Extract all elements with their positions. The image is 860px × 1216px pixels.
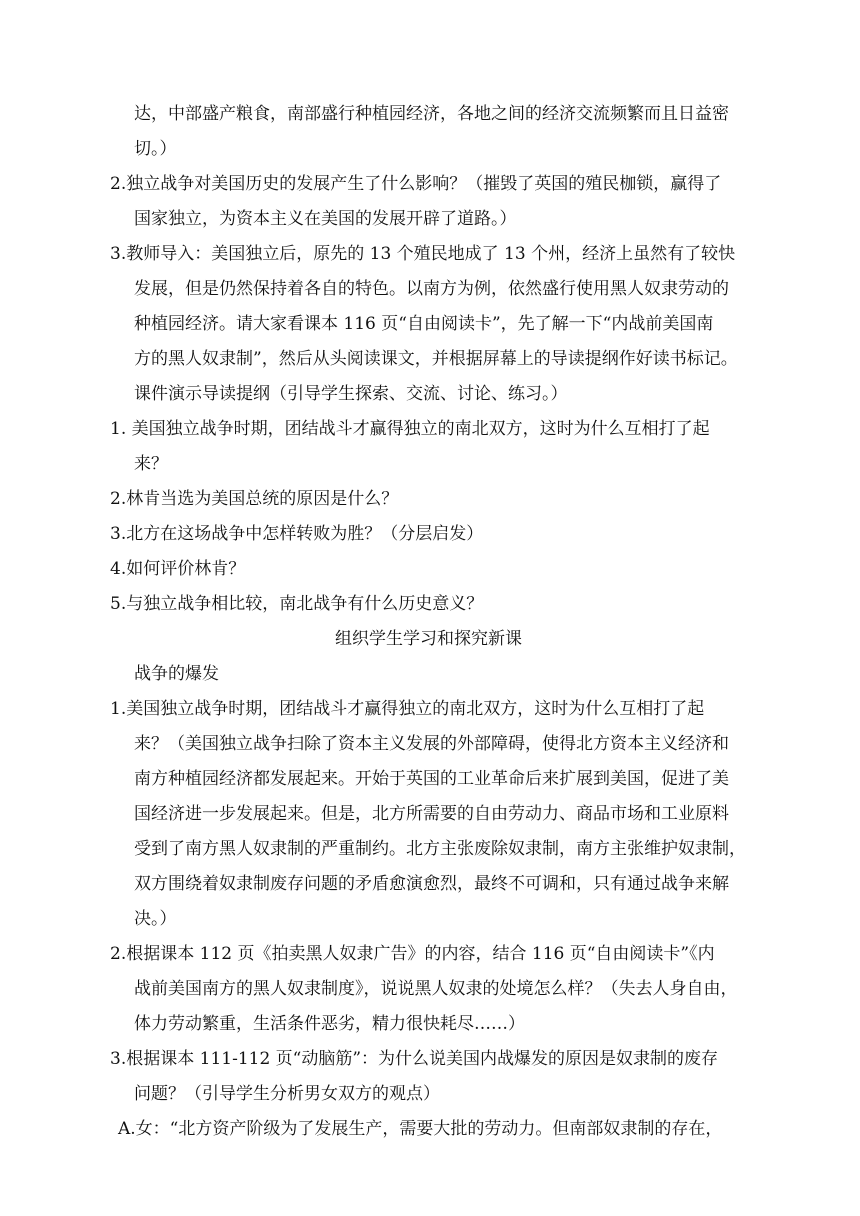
- text-line: 课件演示导读提纲（引导学生探索、交流、讨论、练习。）: [134, 384, 568, 404]
- list-item: 2.根据课本 112 页《拍卖黑人奴隶广告》的内容，结合 116 页“自由阅读卡”《内: [110, 944, 715, 964]
- list-item: 2.独立战争对美国历史的发展产生了什么影响？（摧毁了英国的殖民枷锁，赢得了: [110, 174, 722, 194]
- list-item: 1.美国独立战争时期，团结战斗才赢得独立的南北双方，这时为什么互相打了起: [110, 699, 705, 719]
- text-line: 国家独立，为资本主义在美国的发展开辟了道路。）: [134, 209, 517, 229]
- text-line: 双方围绕着奴隶制废存问题的矛盾愈演愈烈，最终不可调和，只有通过战争来解: [134, 874, 729, 894]
- text-line: 来？: [134, 454, 168, 474]
- list-item: 1. 美国独立战争时期，团结战斗才赢得独立的南北双方，这时为什么互相打了起: [110, 419, 710, 439]
- text-line: 种植园经济。请大家看课本 116 页“自由阅读卡”，先了解一下“内战前美国南: [134, 314, 714, 334]
- text-line: 受到了南方黑人奴隶制的严重制约。北方主张废除奴隶制，南方主张维护奴隶制，: [134, 839, 746, 859]
- text-line: 问题？（引导学生分析男女双方的观点）: [134, 1084, 440, 1104]
- text-line: 战前美国南方的黑人奴隶制度》，说说黑人奴隶的处境怎么样？（失去人身自由，: [134, 979, 738, 999]
- text-line: 切。）: [134, 139, 177, 159]
- list-item: 3.北方在这场战争中怎样转败为胜？（分层启发）: [110, 524, 484, 544]
- text-line: 达，中部盛产粮食，南部盛行种植园经济，各地之间的经济交流频繁而且日益密: [134, 104, 729, 124]
- list-item: 3.教师导入：美国独立后，原先的 13 个殖民地成了 13 个州，经济上虽然有了较快: [110, 244, 736, 264]
- text-line: 来？（美国独立战争扫除了资本主义发展的外部障碍，使得北方资本主义经济和: [134, 734, 729, 754]
- text-line: 体力劳动繁重，生活条件恶劣，精力很快耗尽……）: [134, 1014, 525, 1034]
- list-item: 2.林肯当选为美国总统的原因是什么？: [110, 489, 399, 509]
- text-line: 国经济进一步发展起来。但是，北方所需要的自由劳动力、商品市场和工业原料: [134, 804, 729, 824]
- list-item: 5.与独立战争相比较，南北战争有什么历史意义？: [110, 594, 484, 614]
- text-line: 决。）: [134, 909, 177, 929]
- list-item: 4.如何评价林肯？: [110, 559, 246, 579]
- text-line: 南方种植园经济都发展起来。开始于英国的工业革命后来扩展到美国，促进了美: [134, 769, 729, 789]
- section-heading: 组织学生学习和探究新课: [335, 629, 522, 649]
- list-item: 3.根据课本 111-112 页“动脑筋”：为什么说美国内战爆发的原因是奴隶制的废存: [110, 1049, 719, 1069]
- text-line: 方的黑人奴隶制”，然后从头阅读课文，并根据屏幕上的导读提纲作好读书标记。: [134, 349, 738, 369]
- subsection-heading: 战争的爆发: [134, 664, 219, 684]
- text-line: 发展，但是仍然保持着各自的特色。以南方为例，依然盛行使用黑人奴隶劳动的: [134, 279, 729, 299]
- list-item: A.女：“北方资产阶级为了发展生产，需要大批的劳动力。但南部奴隶制的存在，: [118, 1119, 723, 1139]
